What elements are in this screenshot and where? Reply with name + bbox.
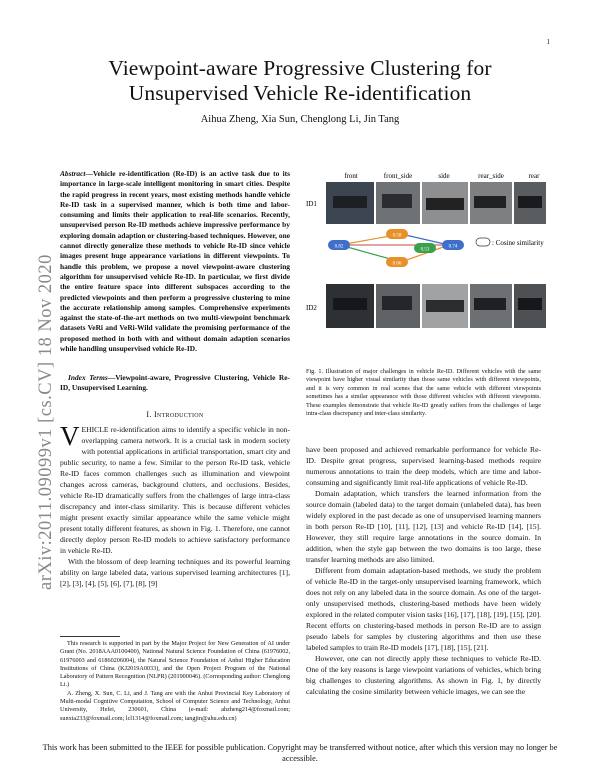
figure-1-caption: Fig. 1. Illustration of major challenges in vehicle Re-ID. Different vehicles with the same viewpoint have higher visual similarity than those same vehicles with different viewpoints, and it is very common in real scenes that the same vehicle with different viewpoints sometimes has a similar appearance with those different vehicles with different viewpoints. These examples demonstrate that vehicle Re-ID greatly suffers from the challenges of large intra-class discrepancy and inter-class similarity.	[306, 368, 541, 418]
introduction-body	[60, 421, 290, 589]
sim-value-1: 0.82	[334, 244, 344, 250]
sim-value-5: 0.74	[448, 244, 458, 250]
footnote-affiliation: A. Zheng, X. Sun, C. Li, and J. Tang are with the Anhui Provincial Key Laboratory of Multi-modal Cognitive Computation, School of Computer Science and Technology, Anhui University, Hefei, 230601, China (e-mail: ahzheng214@foxmail.com; sunxia233@foxmail.com; lcl1314@foxmail.com; tangjin@ahu.edu.cn)	[60, 689, 290, 722]
title-line-2: Unsupervised Vehicle Re-identification	[128, 81, 472, 105]
index-terms	[60, 373, 290, 394]
footnote-funding: This research is supported in part by the Major Project for New Generation of AI under Grant (No. 2018AAA0100400), National Natural Science Foundation of China (61976002, 61976003 and 61860206004), the Natural Science Foundation of Anhui Higher Education Institutions of China (KJ2019A0033), and the Open Project Program of the National Laboratory of Pattern Recognition (NLPR) (201900046). (Corresponding author: Chenglong Li.)	[60, 640, 290, 689]
right-column-body	[306, 444, 541, 697]
footnotes	[60, 640, 290, 723]
view-label-rear-side: rear_side	[478, 172, 504, 180]
page-number: 1	[546, 38, 550, 46]
sim-value-2: 0.58	[392, 233, 402, 239]
view-label-front: front	[344, 172, 358, 180]
right-paragraph-3: However, one can not directly apply these techniques to vehicle Re-ID. One of the key reasons is large viewpoint variations of vehicles, which bring big challenges to clustering algorithms. As shown in Fig. 1, by directly calculating the cosine similarity between vehicle images, we can see the	[306, 654, 541, 696]
figure-1-graphic	[306, 172, 546, 362]
abstract	[60, 169, 290, 354]
id1-vehicle-images	[326, 182, 546, 224]
view-label-front-side: front_side	[383, 172, 413, 180]
right-paragraph-2: Different from domain adaptation-based methods, we study the problem of vehicle Re-ID in the target-only unsupervised learning framework, which does not rely on any labeled data in the source domain. As one of the target-only unsupervised methods, clustering-based methods have been widely explored in the related computer vision tasks [16], [17], [18], [19], [15], [20]. Recent efforts on clustering-based methods in person Re-ID are to assign pseudo labels for samples by clustering algorithms and then use these labeled samples to train Re-ID models [17], [18], [15], [21].	[306, 566, 541, 652]
section-heading: I. Introduction	[146, 410, 204, 419]
index-terms-text: —Viewpoint-aware, Progressive Clustering, Vehicle Re-ID, Unsupervised Learning.	[60, 373, 290, 393]
arxiv-stamp-text: arXiv:2011.09099v1 [cs.CV] 18 Nov 2020	[36, 254, 56, 590]
right-paragraph-0: have been proposed and achieved remarkable performance for vehicle Re-ID. Despite great progress, supervised learning-based methods require numerous annotations to train the deep models, which are time and labor-consuming and significantly limit real-life applications of vehicle Re-ID.	[306, 445, 541, 487]
paper-title	[0, 56, 600, 106]
right-paragraph-1: Domain adaptation, which transfers the learned information from the source domain (labeled data) to the target domain (unlabeled data), has been widely explored in the past decade as one of unsupervised learning manners in both person Re-ID [10], [11], [12], [13] and vehicle Re-ID [14], [15]. However, they still require large annotations in the source domain. In addition, when the style gap between the two domains is too large, these transfer learning methods are also limited.	[306, 489, 541, 564]
sim-value-4: 0.53	[420, 247, 430, 253]
sim-value-3: 0.66	[392, 261, 402, 267]
view-label-side: side	[438, 172, 450, 180]
intro-paragraph-1: EHICLE re-identification aims to identify a specific vehicle in non-overlapping camera network. It is a crucial task in modern society with potential applications in artificial transportation, smart city and public security, to name a few. Similar to the person Re-ID task, vehicle Re-ID faces common challenges such as illumination and viewpoint changes across cameras, background clutters, and occlusions. Besides, vehicle Re-ID dramatically suffers from the challenges of large intra-class discrepancy and inter-class similarity. This is because different vehicles might present exactly similar appearance while the same vehicle might present totally different features, as shown in Fig. 1. Therefore, one cannot directly deploy person Re-ID models to achieve satisfactory performance in vehicle Re-ID.	[60, 425, 290, 555]
ieee-submission-notice: This work has been submitted to the IEEE for possible publication. Copyright may be transferred without notice, after which this version may no longer be accessible.	[42, 743, 558, 763]
abstract-text: —Vehicle re-identification (Re-ID) is an active task due to its importance in large-scale intelligent monitoring in smart cities. Despite the rapid progress in recent years, most existing methods handle vehicle Re-ID task in a supervised manner, which is both time and labor-consuming and limits their application to real-life scenarios. Recently, unsupervised person Re-ID methods achieve impressive performance by exploring domain adaption or clustering-based techniques. However, one cannot directly generalize these methods to vehicle Re-ID since vehicle images present huge appearance variations in different viewpoints. To handle this problem, we propose a novel viewpoint-aware clustering algorithm for unsupervised vehicle Re-ID. In particular, we first divide the entire feature space into different subspaces according to the predicted viewpoints and then perform a progressive clustering to mine the accurate relationship among samples. Comprehensive experiments against the state-of-the-art methods on two multi-viewpoint benchmark datasets VeRi and VeRi-Wild validate the promising performance of the proposed method in both with and without domain adaption scenarios while handling unsupervised vehicle Re-ID.	[60, 169, 290, 354]
abstract-label: Abstract	[60, 169, 86, 178]
footnote-rule	[60, 636, 120, 637]
index-terms-label: Index Terms	[68, 373, 108, 382]
id2-vehicle-images	[326, 284, 546, 328]
legend-swatch	[476, 238, 490, 246]
intro-paragraph-2: With the blossom of deep learning techniques and its powerful learning ability on large labeled data, various supervised learning architectures [1], [2], [3], [4], [5], [6], [7], [8], [9]	[60, 557, 290, 588]
figure-1	[306, 172, 546, 362]
drop-cap: V	[60, 421, 80, 451]
author-list: Aihua Zheng, Xia Sun, Chenglong Li, Jin Tang	[200, 114, 400, 125]
title-line-1: Viewpoint-aware Progressive Clustering for	[108, 56, 492, 80]
id2-label: ID2	[306, 304, 317, 312]
similarity-graph	[328, 229, 464, 267]
id1-label: ID1	[306, 200, 317, 208]
view-label-rear: rear	[528, 172, 540, 180]
legend-label: : Cosine similarity	[492, 239, 544, 247]
arxiv-stamp	[6, 170, 56, 590]
